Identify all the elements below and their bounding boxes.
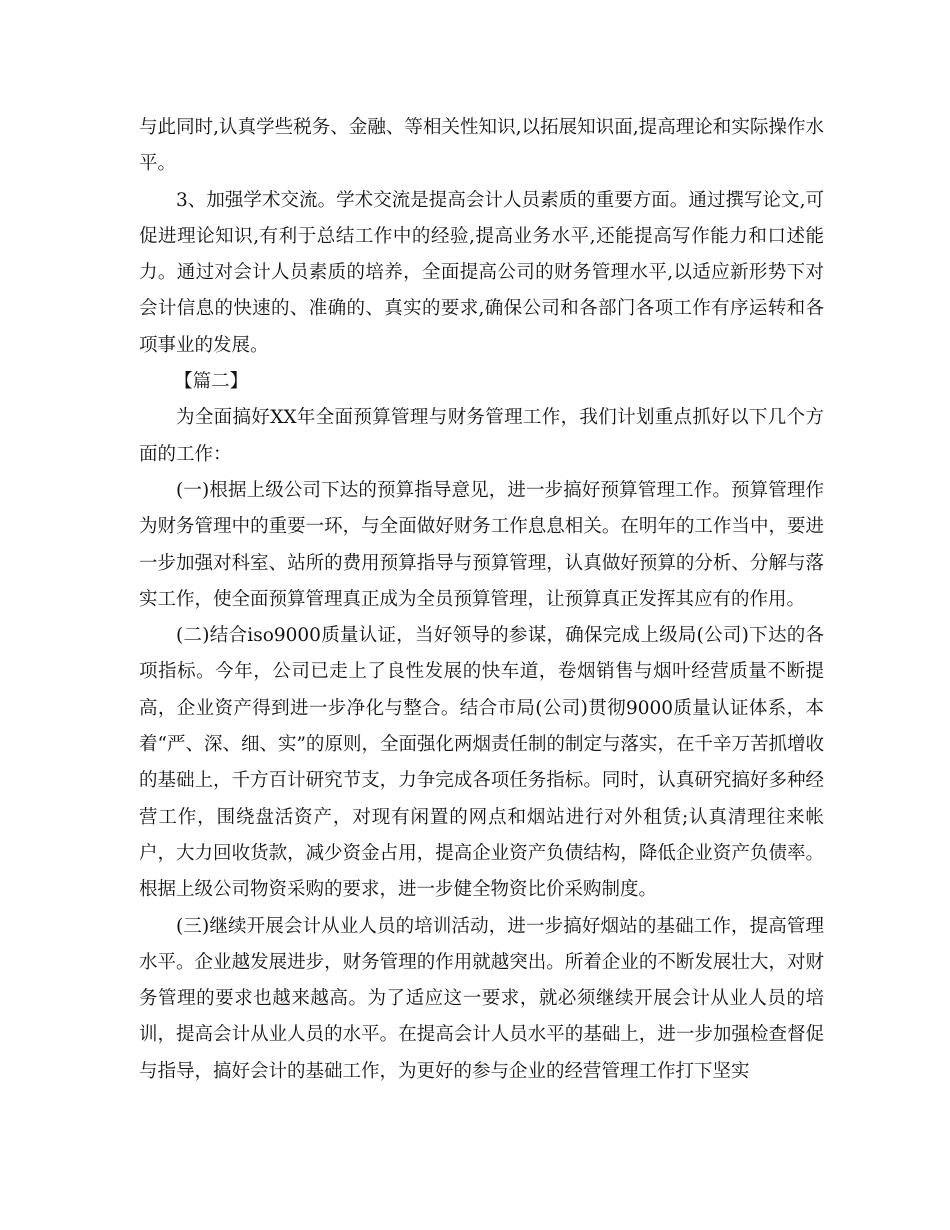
paragraph-item-3-training: (三)继续开展会计从业人员的培训活动，进一步搞好烟站的基础工作，提高管理水平。企业越发展进步，财务管理的作用就越突出。所着企业的不断发展壮大，对财务管理的要求也越来越高。为了适应这一要求，就必须继续开展会计从业人员的培训，提高会计从业人员的水平。在提高会计人员水平的基础上，进一步加强检查督促与指导，搞好会计的基础工作，为更好的参与企业的经营管理工作打下坚实 bbox=[139, 915, 824, 1082]
paragraph-intro: 为全面搞好XX年全面预算管理与财务管理工作，我们计划重点抓好以下几个方面的工作： bbox=[139, 407, 824, 465]
document-body bbox=[139, 110, 824, 1090]
paragraph-academic-exchange: 3、加强学术交流。学术交流是提高会计人员素质的重要方面。通过撰写论文,可促进理论知识,有利于总结工作中的经验,提高业务水平,还能提高写作能力和口述能力。通过对会计人员素质的培养，全面提高公司的财务管理水平,以适应新形势下对会计信息的快速的、准确的、真实的要求,确保公司和各部门各项工作有序运转和各项事业的发展。 bbox=[139, 189, 824, 356]
paragraph-item-2-iso9000: (二)结合iso9000质量认证，当好领导的参谋，确保完成上级局(公司)下达的各项指标。今年，公司已走上了良性发展的快车道，卷烟销售与烟叶经营质量不断提高，企业资产得到进一步净化与整合。结合市局(公司)贯彻9000质量认证体系，本着“严、深、细、实”的原则，全面强化两烟责任制的制定与落实，在千辛万苦抓增收的基础上，千方百计研究节支，力争完成各项任务指标。同时，认真研究搞好多种经营工作，围绕盘活资产，对现有闲置的网点和烟站进行对外租赁;认真清理往来帐户，大力回收货款，减少资金占用，提高企业资产负债结构，降低企业资产负债率。根据上级公司物资采购的要求，进一步健全物资比价采购制度。 bbox=[139, 625, 824, 901]
paragraph-knowledge-study: 与此同时,认真学些税务、金融、等相关性知识,以拓展知识面,提高理论和实际操作水平。 bbox=[139, 117, 824, 175]
paragraph-item-1-budget: (一)根据上级公司下达的预算指导意见，进一步搞好预算管理工作。预算管理作为财务管理中的重要一环，与全面做好财务工作息息相关。在明年的工作当中，要进一步加强对科室、站所的费用预算指导与预算管理，认真做好预算的分析、分解与落实工作，使全面预算管理真正成为全员预算管理，让预算真正发挥其应有的作用。 bbox=[139, 479, 824, 610]
section-heading-part-two: 【篇二】 bbox=[174, 371, 249, 393]
